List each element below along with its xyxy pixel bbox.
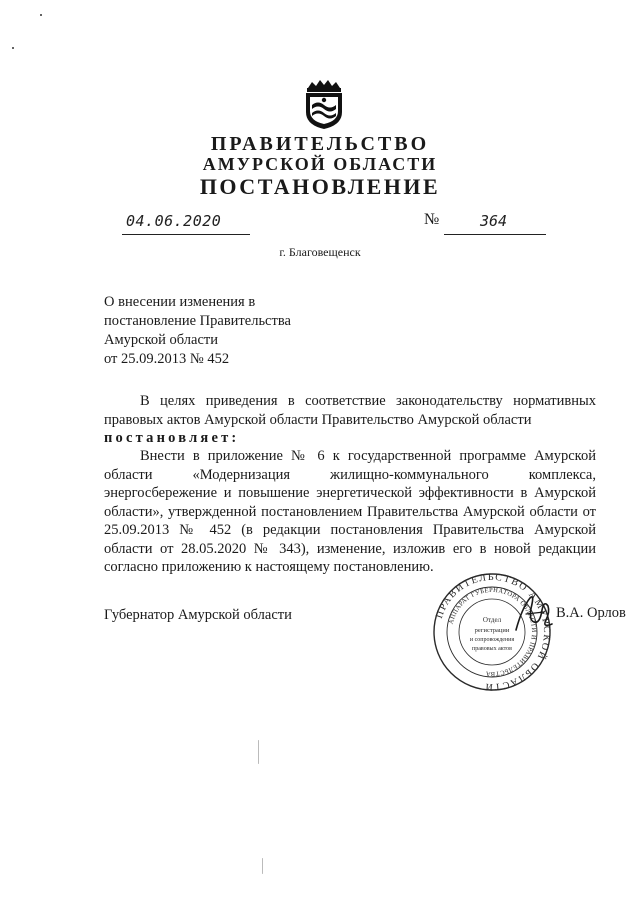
- handwritten-date: 04.06.2020: [126, 212, 222, 230]
- date-field: [122, 212, 250, 235]
- handwritten-signature-icon: [512, 590, 556, 636]
- number-field: [444, 212, 546, 235]
- number-label: №: [424, 211, 440, 228]
- seal-inner-text: АППАРАТ ГУБЕРНАТОРА ОБЛАСТИ И ПРАВИТЕЛЬСТВА: [447, 586, 538, 678]
- seal-center-line: правовых актов: [472, 646, 512, 652]
- preamble-paragraph: В целях приведения в соответствие законодательству нормативных правовых актов Амурской области Правительство Амурской области: [104, 393, 596, 428]
- document-type-title: ПОСТАНОВЛЕНИЕ: [199, 174, 441, 199]
- seal-center-line: Отдел: [482, 616, 502, 624]
- subject-line: О внесении изменения в: [104, 294, 256, 310]
- subject-block: [104, 293, 291, 369]
- signatory-title: Губернатор Амурской области: [104, 607, 292, 623]
- scan-speck: [40, 14, 42, 16]
- signatory-name: В.А. Орлов: [556, 605, 626, 621]
- subject-line: постановление Правительства: [104, 313, 291, 329]
- coat-of-arms-icon: [302, 78, 346, 130]
- seal-outer-text: ПРАВИТЕЛЬСТВО АМУРСКОЙ ОБЛАСТИ: [433, 572, 552, 692]
- seal-center-line: регистрации: [474, 627, 510, 634]
- city: г. Благовещенск: [279, 245, 361, 259]
- subject-line: Амурской области: [104, 332, 218, 348]
- handwritten-number: 364: [480, 212, 508, 230]
- scan-speck: [12, 47, 14, 49]
- decree-word: постановляет:: [104, 430, 240, 446]
- subject-line: от 25.09.2013 № 452: [104, 351, 230, 367]
- scan-mark: [262, 858, 263, 874]
- region-title: АМУРСКОЙ ОБЛАСТИ: [202, 154, 438, 174]
- government-title: ПРАВИТЕЛЬСТВО: [210, 133, 430, 155]
- operative-paragraph: Внести в приложение № 6 к государственной программе Амурской области «Модернизация жилищно-коммунального комплекса, энергосбережение и повышение энергетической эффективности в Амурской области», утвержденной постановлением Правительства Амурской области от 25.09.2013 № 452 (в редакции постановления Правительства Амурской области от 28.05.2020 № 343), изменение, изложив его в новой редакции согласно приложению к настоящему постановлению.: [104, 448, 596, 575]
- scan-mark: [258, 740, 259, 764]
- seal-center-line: и сопровождения: [469, 637, 515, 643]
